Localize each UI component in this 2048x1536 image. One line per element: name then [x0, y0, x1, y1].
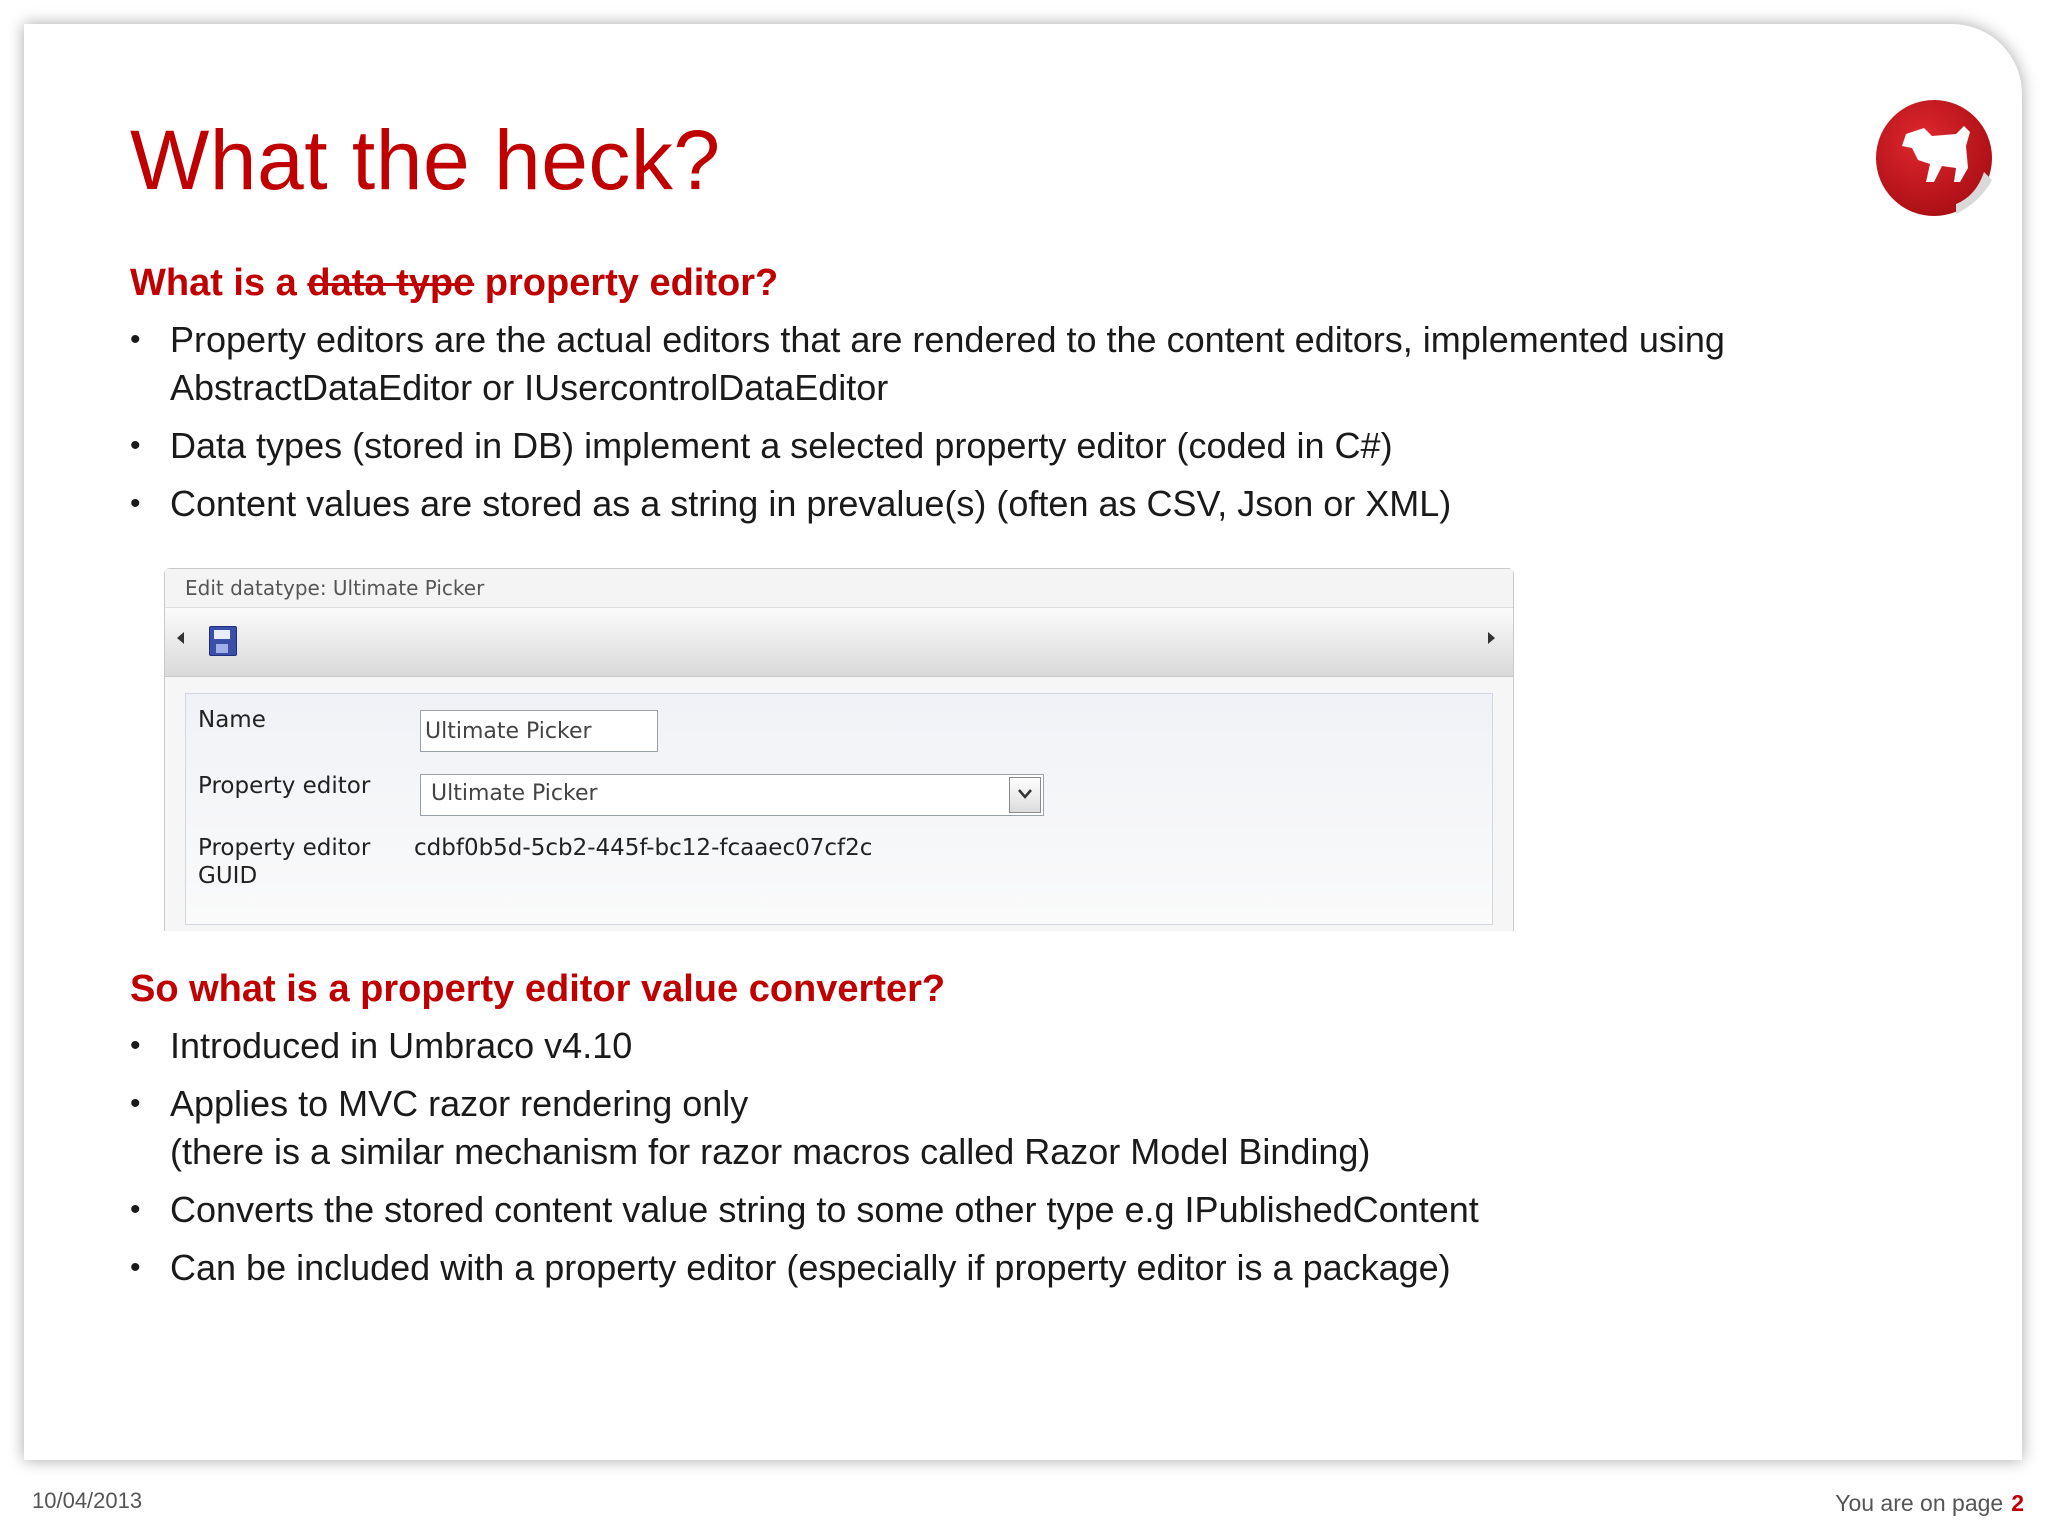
- list-item: • Introduced in Umbraco v4.10: [130, 1022, 1830, 1070]
- property-editor-selected-value: Ultimate Picker: [431, 781, 598, 806]
- name-label: Name: [198, 707, 266, 733]
- property-editor-select[interactable]: [420, 774, 1044, 816]
- section2-bullet-list: [130, 1022, 1830, 1302]
- slide: [24, 24, 2022, 1460]
- datatype-editor-screenshot: [164, 568, 1514, 931]
- list-item-text: • Applies to MVC razor rendering only: [170, 1083, 749, 1124]
- dog-logo-icon: [1872, 96, 2002, 226]
- heading-text-post: property editor?: [484, 262, 779, 304]
- scroll-right-icon[interactable]: [1488, 632, 1495, 644]
- slide-title: What the heck?: [130, 113, 721, 207]
- page-label: You are on page: [1835, 1490, 2004, 1516]
- list-item: • Property editors are the actual editors that are rendered to the content editors, implemented using AbstractDataEditor or IUsercontrolDataEditor: [130, 316, 1830, 412]
- footer-page-indicator: [1835, 1490, 2024, 1517]
- name-input[interactable]: [420, 710, 658, 752]
- guid-label-line1: Property editor: [198, 835, 371, 861]
- list-item: • Converts the stored content value string to some other type e.g IPublishedContent: [130, 1186, 1830, 1234]
- guid-label-line2: GUID: [198, 863, 258, 889]
- datatype-properties-panel: [185, 693, 1493, 925]
- property-editor-label: Property editor: [198, 773, 371, 799]
- page-number: 2: [2011, 1490, 2024, 1516]
- guid-value: cdbf0b5d-5cb2-445f-bc12-fcaaec07cf2c: [414, 835, 873, 861]
- list-item: • Can be included with a property editor (especially if property editor is a package): [130, 1244, 1830, 1292]
- scroll-left-icon[interactable]: [177, 632, 184, 644]
- footer-date: 10/04/2013: [32, 1488, 143, 1513]
- chevron-down-icon[interactable]: [1009, 777, 1041, 813]
- heading-strikethrough-text: data type: [307, 262, 475, 304]
- list-item: • Content values are stored as a string in prevalue(s) (often as CSV, Json or XML): [130, 480, 1830, 528]
- section1-heading: [130, 262, 778, 305]
- list-item-subline: (there is a similar mechanism for razor macros called Razor Model Binding): [170, 1131, 1371, 1172]
- section2-heading: So what is a property editor value converter?: [130, 968, 946, 1010]
- list-item: • Data types (stored in DB) implement a selected property editor (coded in C#): [130, 422, 1830, 470]
- section1-bullet-list: [130, 316, 1830, 538]
- save-icon[interactable]: [209, 626, 237, 656]
- screenshot-toolbar: [165, 608, 1513, 677]
- list-item: [130, 1080, 1830, 1176]
- heading-text-pre: What is a: [130, 262, 297, 304]
- guid-label: [198, 834, 370, 890]
- screenshot-window-title: Edit datatype: Ultimate Picker: [165, 569, 1513, 608]
